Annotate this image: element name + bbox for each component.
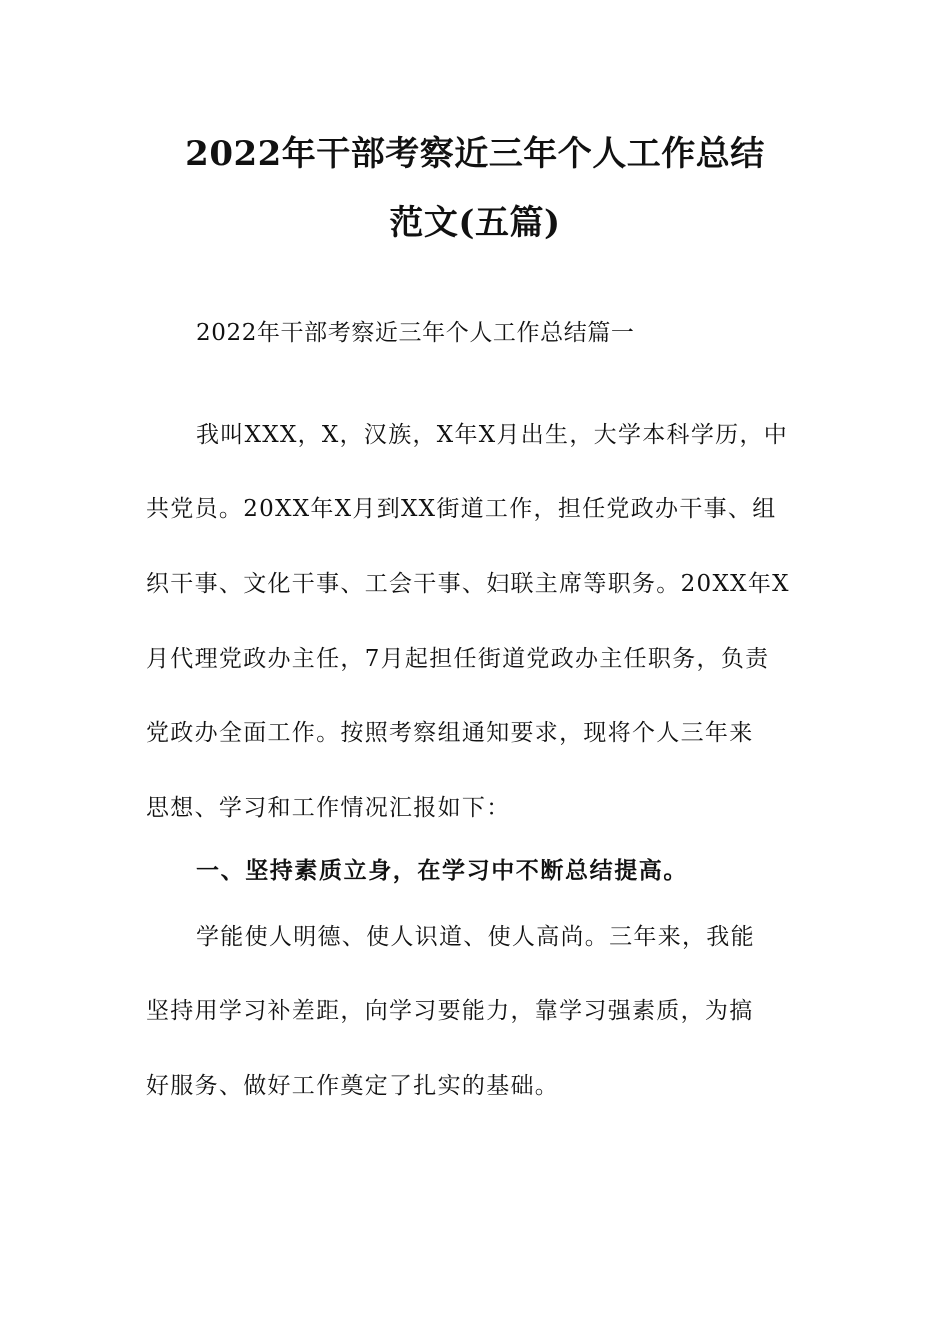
paragraph-2-line: 学能使人明德、使人识道、使人高尚。三年来，我能 <box>196 924 755 950</box>
paragraph-1-line: 党政办全面工作。按照考察组通知要求，现将个人三年来 <box>146 720 754 746</box>
document-title-line-2: 范文(五篇) <box>389 203 561 243</box>
paragraph-1-line: 思想、学习和工作情况汇报如下： <box>146 795 511 821</box>
paragraph-2-line: 坚持用学习补差距，向学习要能力，靠学习强素质，为搞 <box>146 998 754 1024</box>
document-title-line-1: 2022年干部考察近三年个人工作总结 <box>185 134 765 174</box>
paragraph-2-line: 好服务、做好工作奠定了扎实的基础。 <box>146 1073 560 1099</box>
subheading-1: 一、坚持素质立身，在学习中不断总结提高。 <box>196 857 688 884</box>
paragraph-1-line: 共党员。20XX年X月到XX街道工作，担任党政办干事、组 <box>146 496 777 522</box>
section-heading: 2022年干部考察近三年个人工作总结篇一 <box>196 320 635 346</box>
paragraph-1-line: 月代理党政办主任，7月起担任街道党政办主任职务，负责 <box>146 646 770 672</box>
paragraph-1-line: 我叫XXX，X，汉族，X年X月出生，大学本科学历，中 <box>196 422 789 448</box>
paragraph-1-line: 织干事、文化干事、工会干事、妇联主席等职务。20XX年X <box>146 571 790 597</box>
